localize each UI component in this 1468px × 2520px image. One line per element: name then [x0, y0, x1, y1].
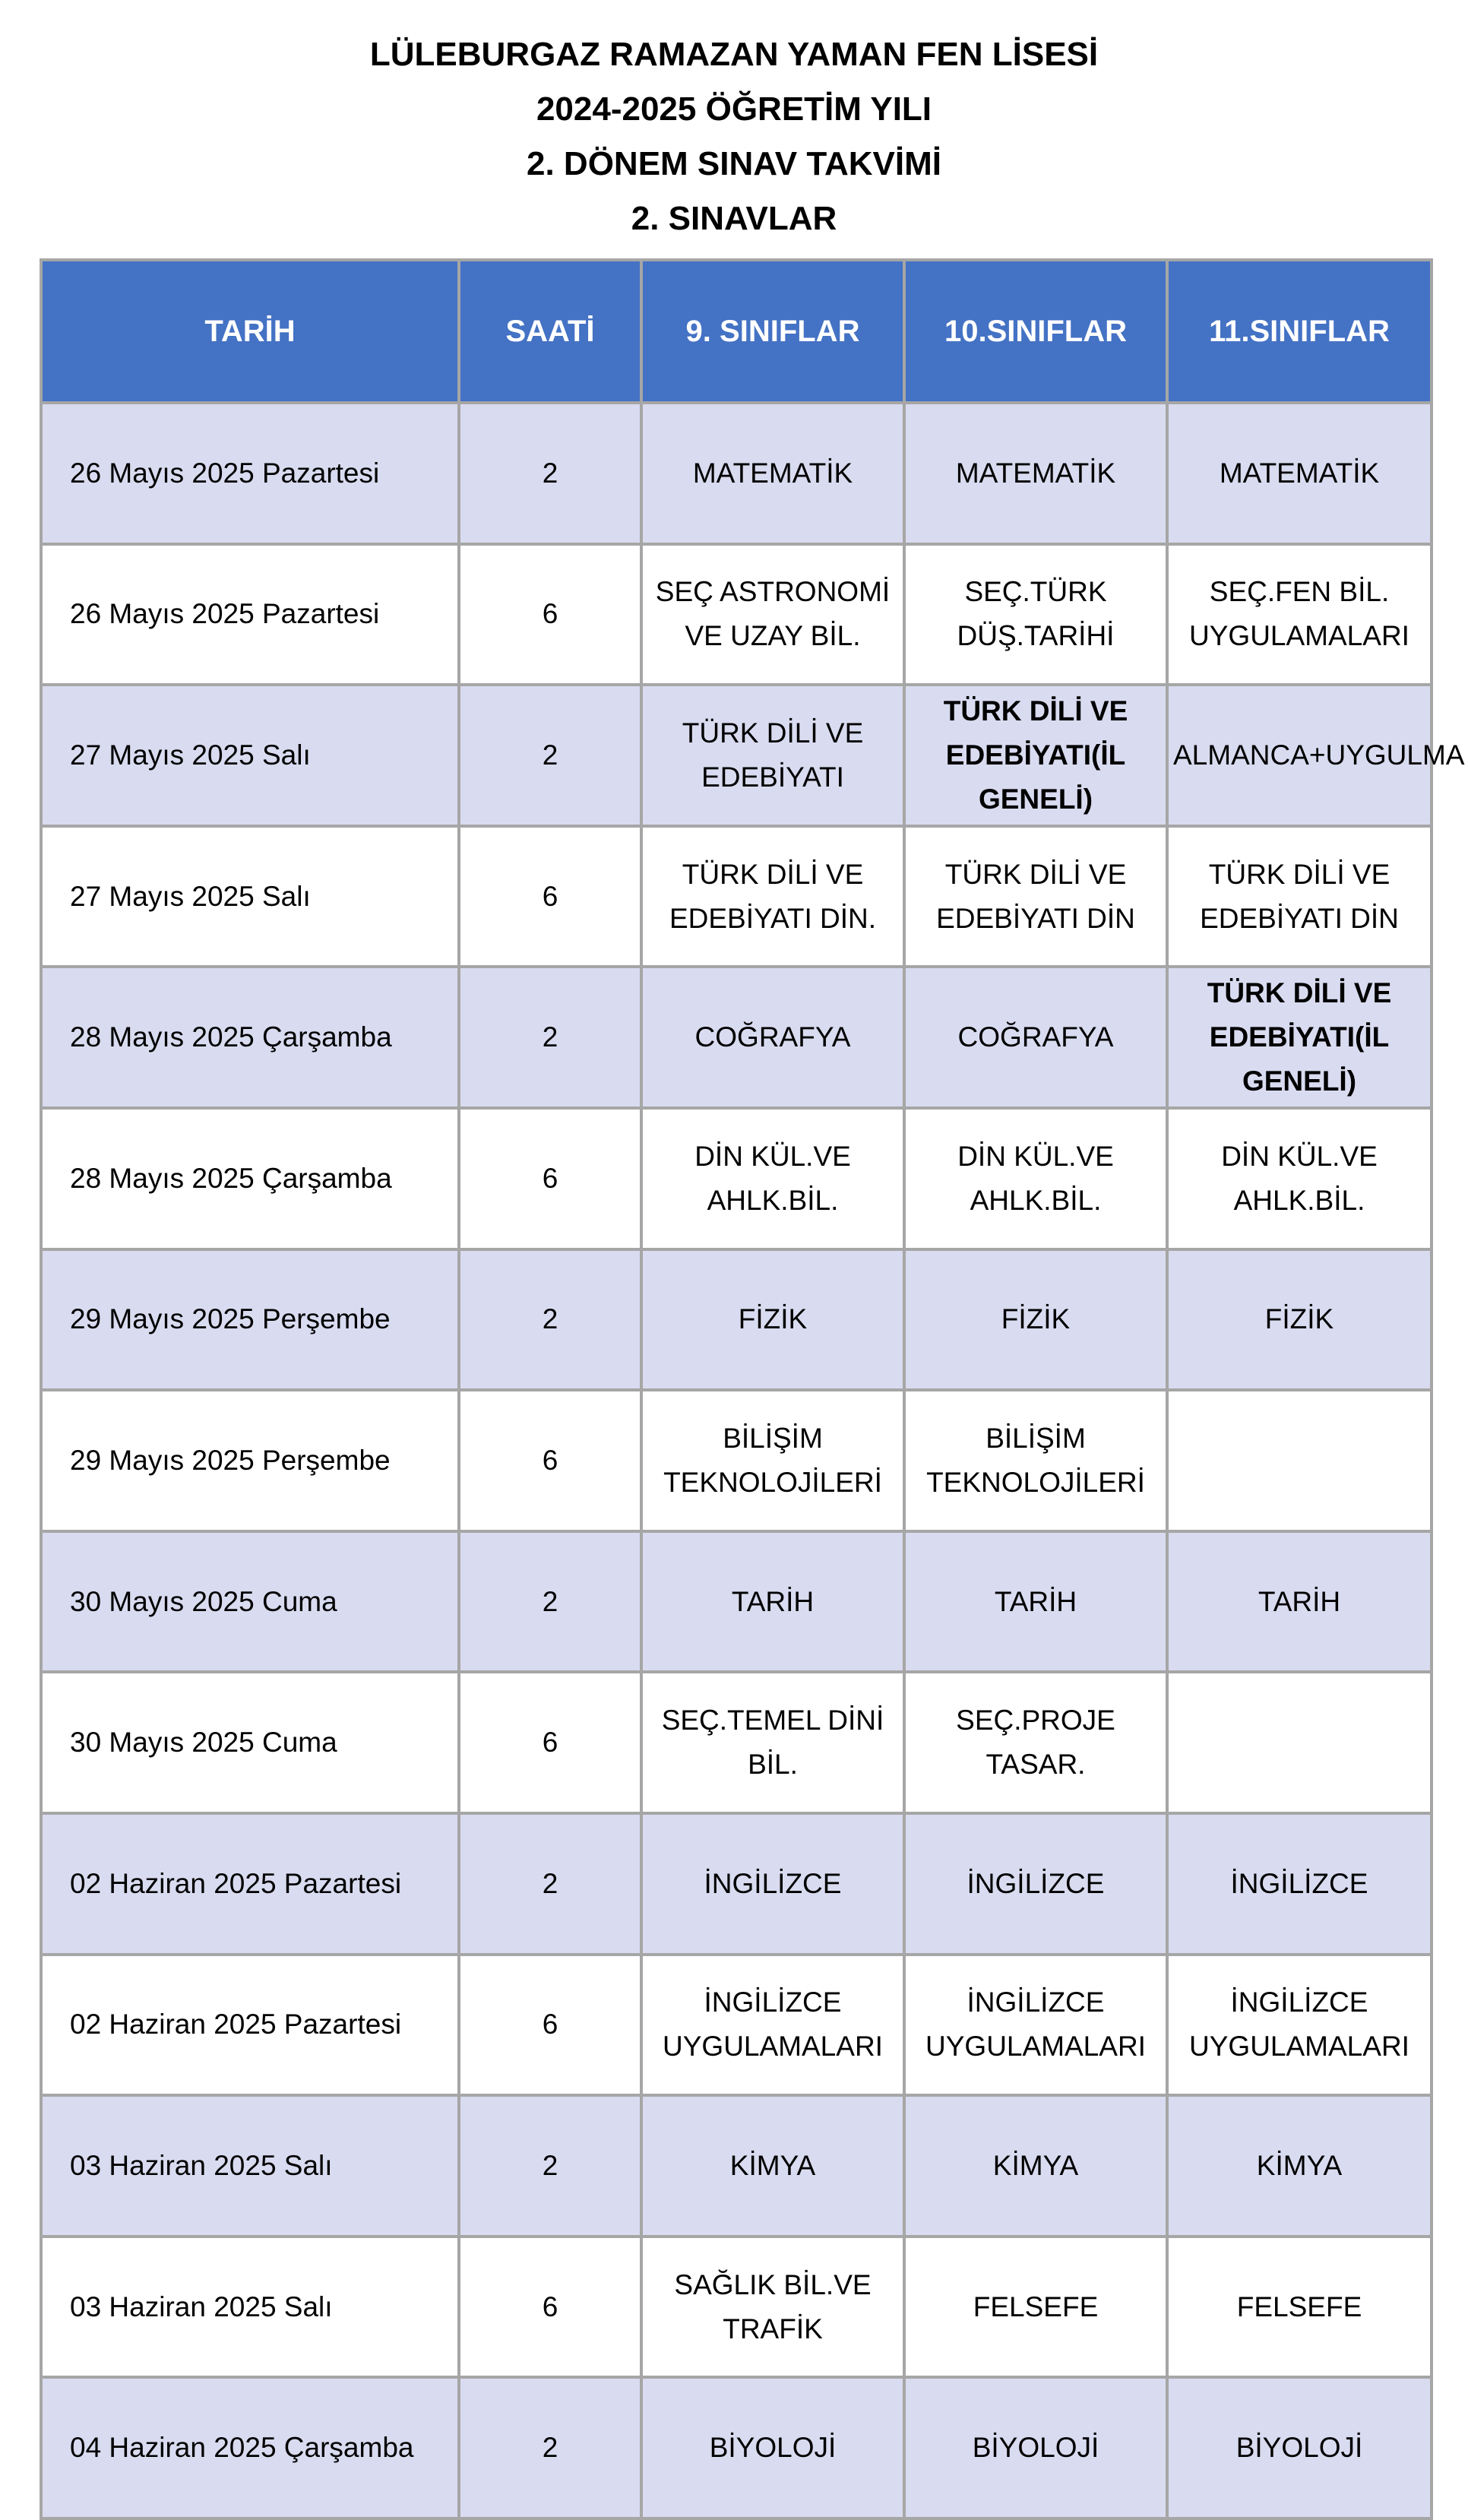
grade-10-exam: COĞRAFYA — [904, 967, 1167, 1108]
grade-11-exam: FELSEFE — [1167, 2237, 1432, 2378]
hour-cell: 6 — [459, 1390, 641, 1531]
grade-11-exam: FİZİK — [1167, 1249, 1432, 1391]
grade-10-exam: KİMYA — [904, 2095, 1167, 2237]
grade-10-exam: FİZİK — [904, 1249, 1167, 1391]
grade-11-exam: SEÇ.FEN BİL. UYGULAMALARI — [1167, 544, 1432, 685]
table-row — [41, 826, 1432, 967]
school-name: LÜLEBURGAZ RAMAZAN YAMAN FEN LİSESİ — [369, 36, 1099, 73]
grade-9-exam: İNGİLİZCE UYGULAMALARI — [641, 1955, 904, 2096]
date-cell: 29 Mayıs 2025 Perşembe — [41, 1249, 459, 1391]
grade-10-exam: İNGİLİZCE UYGULAMALARI — [904, 1955, 1167, 2096]
grade-11-exam: TARİH — [1167, 1531, 1432, 1673]
date-cell: 28 Mayıs 2025 Çarşamba — [41, 1108, 459, 1249]
table-row — [41, 2237, 1432, 2378]
grade-9-exam: COĞRAFYA — [641, 967, 904, 1108]
hour-cell: 6 — [459, 1672, 641, 1813]
grade-9-exam: BİYOLOJİ — [641, 2377, 904, 2518]
grade-9-exam: SAĞLIK BİL.VE TRAFİK — [641, 2237, 904, 2378]
grade-9-exam: FİZİK — [641, 1249, 904, 1391]
date-cell: 04 Haziran 2025 Çarşamba — [41, 2377, 459, 2518]
hour-cell: 2 — [459, 1531, 641, 1673]
grade-11-exam: MATEMATİK — [1167, 403, 1432, 544]
table-row — [41, 1108, 1432, 1249]
hour-cell: 2 — [459, 685, 641, 826]
date-cell: 30 Mayıs 2025 Cuma — [41, 1672, 459, 1813]
table-row — [41, 967, 1432, 1108]
grade-9-exam: DİN KÜL.VE AHLK.BİL. — [641, 1108, 904, 1249]
table-row — [41, 1955, 1432, 2096]
header-grade-9: 9. SINIFLAR — [641, 260, 904, 403]
date-cell: 26 Mayıs 2025 Pazartesi — [41, 403, 459, 544]
grade-10-exam: BİYOLOJİ — [904, 2377, 1167, 2518]
table-row — [41, 544, 1432, 685]
hour-cell: 2 — [459, 1813, 641, 1955]
exam-schedule-title: 2. DÖNEM SINAV TAKVİMİ — [527, 145, 941, 182]
grade-11-exam — [1167, 1672, 1432, 1813]
hour-cell: 6 — [459, 544, 641, 685]
hour-cell: 2 — [459, 2377, 641, 2518]
grade-10-exam: MATEMATİK — [904, 403, 1167, 544]
grade-9-exam: İNGİLİZCE — [641, 1813, 904, 1955]
grade-9-exam: TÜRK DİLİ VE EDEBİYATI — [641, 685, 904, 826]
hour-cell: 2 — [459, 2095, 641, 2237]
header-grade-10: 10.SINIFLAR — [904, 260, 1167, 403]
grade-10-exam: DİN KÜL.VE AHLK.BİL. — [904, 1108, 1167, 1249]
date-cell: 02 Haziran 2025 Pazartesi — [41, 1813, 459, 1955]
hour-cell: 6 — [459, 826, 641, 967]
academic-year: 2024-2025 ÖĞRETİM YILI — [536, 90, 932, 128]
grade-10-exam: SEÇ.TÜRK DÜŞ.TARİHİ — [904, 544, 1167, 685]
grade-10-exam: İNGİLİZCE — [904, 1813, 1167, 1955]
table-row — [41, 1249, 1432, 1391]
grade-10-exam: SEÇ.PROJE TASAR. — [904, 1672, 1167, 1813]
grade-11-exam: TÜRK DİLİ VE EDEBİYATI(İL GENELİ) — [1167, 967, 1432, 1108]
grade-10-exam: TARİH — [904, 1531, 1167, 1673]
grade-9-exam: KİMYA — [641, 2095, 904, 2237]
header-hour: SAATİ — [459, 260, 641, 403]
table-row — [41, 685, 1432, 826]
grade-10-exam: BİLİŞİM TEKNOLOJİLERİ — [904, 1390, 1167, 1531]
date-cell: 28 Mayıs 2025 Çarşamba — [41, 967, 459, 1108]
exam-round: 2. SINAVLAR — [631, 200, 837, 237]
date-cell: 03 Haziran 2025 Salı — [41, 2237, 459, 2378]
table-row — [41, 1813, 1432, 1955]
grade-11-exam: İNGİLİZCE UYGULAMALARI — [1167, 1955, 1432, 2096]
grade-11-exam: İNGİLİZCE — [1167, 1813, 1432, 1955]
date-cell: 27 Mayıs 2025 Salı — [41, 685, 459, 826]
grade-11-exam: BİYOLOJİ — [1167, 2377, 1432, 2518]
grade-9-exam: TÜRK DİLİ VE EDEBİYATI DİN. — [641, 826, 904, 967]
header-date: TARİH — [41, 260, 459, 403]
date-cell: 30 Mayıs 2025 Cuma — [41, 1531, 459, 1673]
grade-9-exam: BİLİŞİM TEKNOLOJİLERİ — [641, 1390, 904, 1531]
hour-cell: 6 — [459, 1108, 641, 1249]
document-title — [0, 27, 1468, 246]
grade-9-exam: SEÇ ASTRONOMİ VE UZAY BİL. — [641, 544, 904, 685]
table-row — [41, 1672, 1432, 1813]
hour-cell: 2 — [459, 403, 641, 544]
date-cell: 03 Haziran 2025 Salı — [41, 2095, 459, 2237]
hour-cell: 2 — [459, 967, 641, 1108]
grade-11-exam: ALMANCA+UYGULMA — [1167, 685, 1432, 826]
grade-9-exam: MATEMATİK — [641, 403, 904, 544]
hour-cell: 6 — [459, 2237, 641, 2378]
table-row — [41, 1531, 1432, 1673]
table-header-row — [41, 260, 1432, 403]
date-cell: 02 Haziran 2025 Pazartesi — [41, 1955, 459, 2096]
hour-cell: 2 — [459, 1249, 641, 1391]
table-row — [41, 1390, 1432, 1531]
grade-9-exam: TARİH — [641, 1531, 904, 1673]
table-row — [41, 2095, 1432, 2237]
date-cell: 29 Mayıs 2025 Perşembe — [41, 1390, 459, 1531]
grade-10-exam: TÜRK DİLİ VE EDEBİYATI DİN — [904, 826, 1167, 967]
grade-10-exam: TÜRK DİLİ VE EDEBİYATI(İL GENELİ) — [904, 685, 1167, 826]
date-cell: 27 Mayıs 2025 Salı — [41, 826, 459, 967]
grade-11-exam: DİN KÜL.VE AHLK.BİL. — [1167, 1108, 1432, 1249]
grade-11-exam — [1167, 1390, 1432, 1531]
grade-9-exam: SEÇ.TEMEL DİNİ BİL. — [641, 1672, 904, 1813]
table-row — [41, 2377, 1432, 2518]
table-row — [41, 403, 1432, 544]
grade-11-exam: TÜRK DİLİ VE EDEBİYATI DİN — [1167, 826, 1432, 967]
grade-11-exam: KİMYA — [1167, 2095, 1432, 2237]
grade-10-exam: FELSEFE — [904, 2237, 1167, 2378]
header-grade-11: 11.SINIFLAR — [1167, 260, 1432, 403]
date-cell: 26 Mayıs 2025 Pazartesi — [41, 544, 459, 685]
exam-schedule-table — [40, 258, 1465, 2520]
hour-cell: 6 — [459, 1955, 641, 2096]
